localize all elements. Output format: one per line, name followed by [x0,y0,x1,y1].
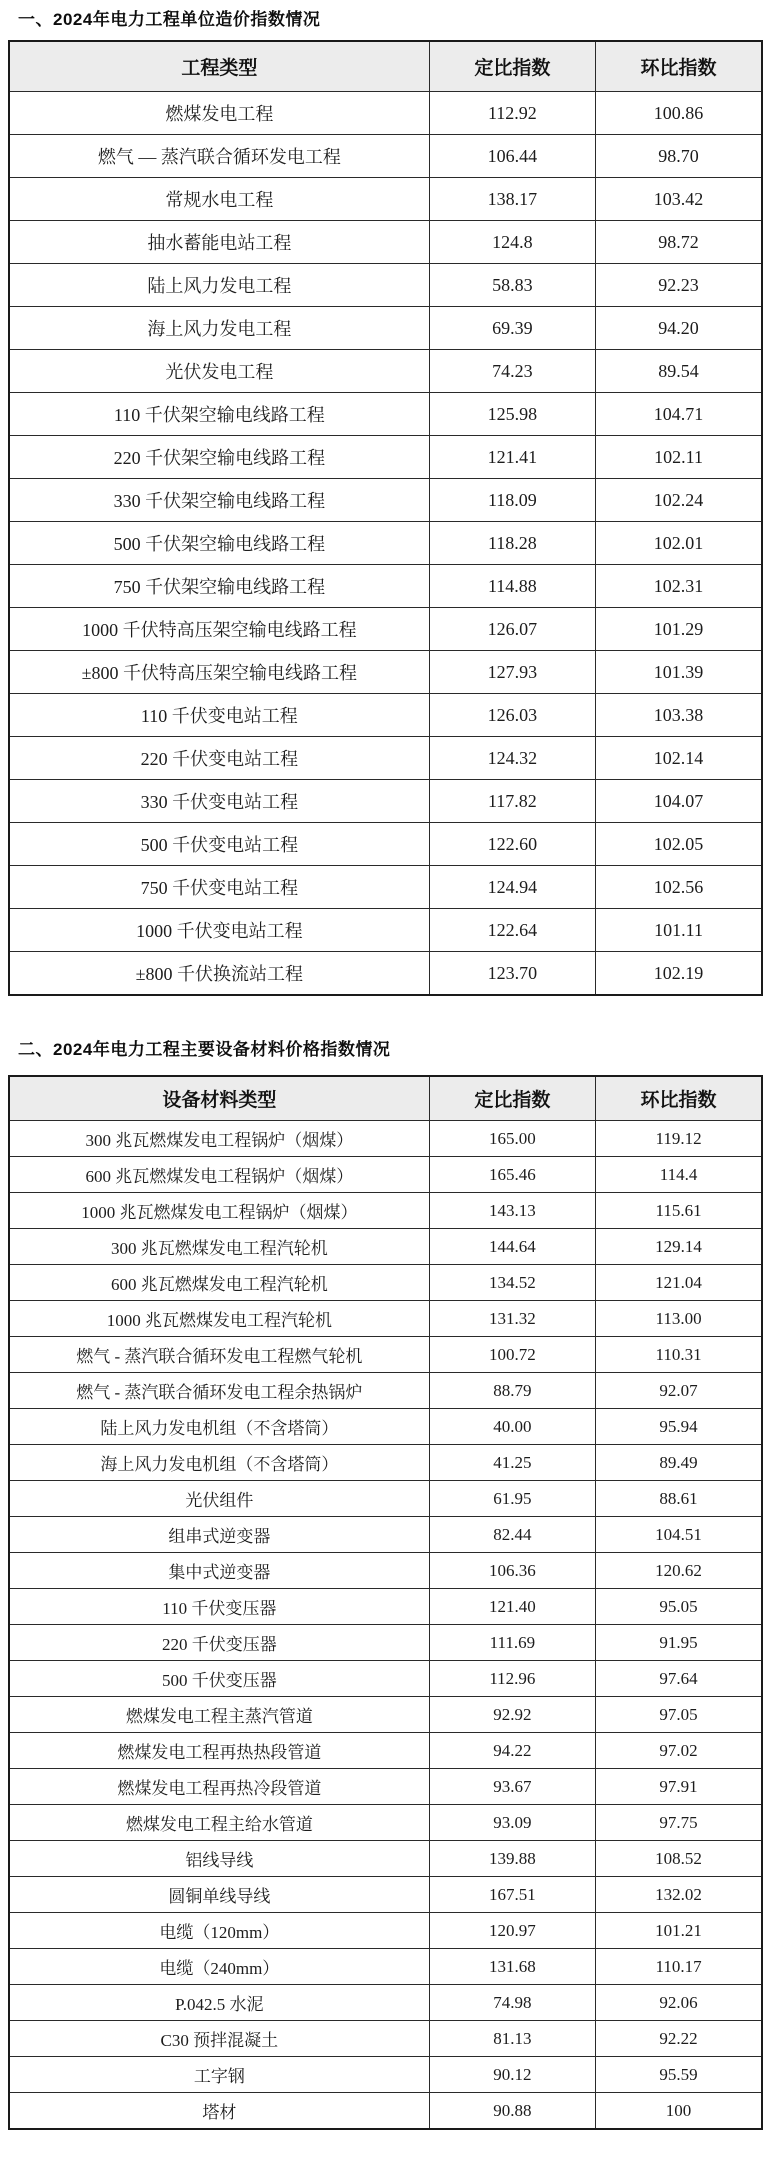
type-cell: 220 千伏变电站工程 [9,737,429,780]
fixed-base-index-cell: 118.28 [429,522,595,565]
chain-index-cell: 102.31 [596,565,762,608]
section-2-title: 二、2024年电力工程主要设备材料价格指数情况 [18,1040,391,1059]
type-cell: 1000 千伏特高压架空输电线路工程 [9,608,429,651]
type-cell: 海上风力发电工程 [9,307,429,350]
fixed-base-index-cell: 58.83 [429,264,595,307]
fixed-base-index-cell: 106.36 [429,1553,595,1589]
table-row [9,221,762,264]
type-cell: 燃煤发电工程再热热段管道 [9,1733,429,1769]
type-cell: 110 千伏变电站工程 [9,694,429,737]
fixed-base-index-cell: 131.32 [429,1301,595,1337]
fixed-base-index-cell: 127.93 [429,651,595,694]
fixed-base-index-cell: 82.44 [429,1517,595,1553]
type-cell: 集中式逆变器 [9,1553,429,1589]
fixed-base-index-cell: 123.70 [429,952,595,996]
fixed-base-index-cell: 121.40 [429,1589,595,1625]
type-cell: 燃气 - 蒸汽联合循环发电工程燃气轮机 [9,1337,429,1373]
type-cell: 陆上风力发电工程 [9,264,429,307]
table-row [9,823,762,866]
table-row [9,264,762,307]
table-row [9,2093,762,2130]
chain-index-cell: 119.12 [596,1121,762,1157]
header-project-type: 工程类型 [9,41,429,92]
chain-index-cell: 102.11 [596,436,762,479]
chain-index-cell: 102.05 [596,823,762,866]
chain-index-cell: 115.61 [596,1193,762,1229]
type-cell: 220 千伏架空输电线路工程 [9,436,429,479]
header-fixed-base-index: 定比指数 [429,1076,595,1121]
fixed-base-index-cell: 118.09 [429,479,595,522]
chain-index-cell: 104.07 [596,780,762,823]
type-cell: 燃煤发电工程主给水管道 [9,1805,429,1841]
table-row [9,1805,762,1841]
type-cell: 燃煤发电工程主蒸汽管道 [9,1697,429,1733]
type-cell: 110 千伏架空输电线路工程 [9,393,429,436]
fixed-base-index-cell: 125.98 [429,393,595,436]
chain-index-cell: 113.00 [596,1301,762,1337]
fixed-base-index-cell: 61.95 [429,1481,595,1517]
chain-index-cell: 101.39 [596,651,762,694]
type-cell: 600 兆瓦燃煤发电工程锅炉（烟煤） [9,1157,429,1193]
type-cell: 1000 兆瓦燃煤发电工程汽轮机 [9,1301,429,1337]
chain-index-cell: 129.14 [596,1229,762,1265]
type-cell: 燃气 — 蒸汽联合循环发电工程 [9,135,429,178]
fixed-base-index-cell: 138.17 [429,178,595,221]
fixed-base-index-cell: 139.88 [429,1841,595,1877]
section-1-title: 一、2024年电力工程单位造价指数情况 [18,10,321,29]
chain-index-cell: 88.61 [596,1481,762,1517]
equipment-material-price-index-table [8,1075,763,2130]
fixed-base-index-cell: 93.67 [429,1769,595,1805]
chain-index-cell: 102.01 [596,522,762,565]
fixed-base-index-cell: 111.69 [429,1625,595,1661]
chain-index-cell: 97.91 [596,1769,762,1805]
table-row [9,1697,762,1733]
type-cell: 330 千伏变电站工程 [9,780,429,823]
fixed-base-index-cell: 120.97 [429,1913,595,1949]
type-cell: 电缆（120mm） [9,1913,429,1949]
table-row [9,909,762,952]
fixed-base-index-cell: 40.00 [429,1409,595,1445]
type-cell: 300 兆瓦燃煤发电工程锅炉（烟煤） [9,1121,429,1157]
table-row [9,1913,762,1949]
table-row [9,1409,762,1445]
type-cell: 电缆（240mm） [9,1949,429,1985]
unit-cost-index-table [8,40,763,996]
type-cell: 海上风力发电机组（不含塔筒） [9,1445,429,1481]
table-row [9,350,762,393]
header-chain-index: 环比指数 [596,1076,762,1121]
chain-index-cell: 94.20 [596,307,762,350]
fixed-base-index-cell: 74.23 [429,350,595,393]
type-cell: P.042.5 水泥 [9,1985,429,2021]
chain-index-cell: 103.42 [596,178,762,221]
chain-index-cell: 97.75 [596,1805,762,1841]
table-row [9,307,762,350]
table-row [9,135,762,178]
chain-index-cell: 89.54 [596,350,762,393]
type-cell: 1000 兆瓦燃煤发电工程锅炉（烟煤） [9,1193,429,1229]
fixed-base-index-cell: 88.79 [429,1373,595,1409]
type-cell: 1000 千伏变电站工程 [9,909,429,952]
table-row [9,393,762,436]
type-cell: 工字钢 [9,2057,429,2093]
fixed-base-index-cell: 100.72 [429,1337,595,1373]
type-cell: 陆上风力发电机组（不含塔筒） [9,1409,429,1445]
fixed-base-index-cell: 126.03 [429,694,595,737]
table-row [9,1481,762,1517]
fixed-base-index-cell: 124.94 [429,866,595,909]
chain-index-cell: 102.19 [596,952,762,996]
type-cell: 500 千伏架空输电线路工程 [9,522,429,565]
fixed-base-index-cell: 94.22 [429,1733,595,1769]
table-row [9,178,762,221]
fixed-base-index-cell: 121.41 [429,436,595,479]
table-row [9,1877,762,1913]
table-row [9,952,762,996]
fixed-base-index-cell: 122.64 [429,909,595,952]
fixed-base-index-cell: 41.25 [429,1445,595,1481]
type-cell: 300 兆瓦燃煤发电工程汽轮机 [9,1229,429,1265]
type-cell: 抽水蓄能电站工程 [9,221,429,264]
chain-index-cell: 97.64 [596,1661,762,1697]
table-row [9,2021,762,2057]
table-row [9,1121,762,1157]
table-row [9,780,762,823]
chain-index-cell: 101.29 [596,608,762,651]
table-row [9,1841,762,1877]
table-row [9,694,762,737]
chain-index-cell: 95.05 [596,1589,762,1625]
fixed-base-index-cell: 90.88 [429,2093,595,2130]
table-row [9,1445,762,1481]
type-cell: 塔材 [9,2093,429,2130]
table-row [9,92,762,135]
chain-index-cell: 110.31 [596,1337,762,1373]
table-row [9,1373,762,1409]
chain-index-cell: 98.72 [596,221,762,264]
chain-index-cell: 102.14 [596,737,762,780]
table-row [9,1985,762,2021]
chain-index-cell: 101.11 [596,909,762,952]
type-cell: 光伏组件 [9,1481,429,1517]
chain-index-cell: 100.86 [596,92,762,135]
chain-index-cell: 103.38 [596,694,762,737]
table-row [9,1661,762,1697]
type-cell: 燃煤发电工程 [9,92,429,135]
type-cell: 组串式逆变器 [9,1517,429,1553]
table-row [9,1229,762,1265]
type-cell: 燃煤发电工程再热冷段管道 [9,1769,429,1805]
table-row [9,1769,762,1805]
fixed-base-index-cell: 126.07 [429,608,595,651]
chain-index-cell: 110.17 [596,1949,762,1985]
type-cell: 500 千伏变电站工程 [9,823,429,866]
chain-index-cell: 97.05 [596,1697,762,1733]
header-fixed-base-index: 定比指数 [429,41,595,92]
table-row [9,1589,762,1625]
type-cell: 110 千伏变压器 [9,1589,429,1625]
type-cell: ±800 千伏特高压架空输电线路工程 [9,651,429,694]
type-cell: 750 千伏架空输电线路工程 [9,565,429,608]
table-row [9,1193,762,1229]
chain-index-cell: 108.52 [596,1841,762,1877]
fixed-base-index-cell: 106.44 [429,135,595,178]
type-cell: 圆铜单线导线 [9,1877,429,1913]
fixed-base-index-cell: 122.60 [429,823,595,866]
chain-index-cell: 120.62 [596,1553,762,1589]
type-cell: C30 预拌混凝土 [9,2021,429,2057]
chain-index-cell: 100 [596,2093,762,2130]
chain-index-cell: 104.51 [596,1517,762,1553]
chain-index-cell: 92.07 [596,1373,762,1409]
table-row [9,1625,762,1661]
chain-index-cell: 121.04 [596,1265,762,1301]
table-row [9,1733,762,1769]
type-cell: 600 兆瓦燃煤发电工程汽轮机 [9,1265,429,1301]
chain-index-cell: 95.59 [596,2057,762,2093]
chain-index-cell: 98.70 [596,135,762,178]
fixed-base-index-cell: 74.98 [429,1985,595,2021]
type-cell: 750 千伏变电站工程 [9,866,429,909]
fixed-base-index-cell: 90.12 [429,2057,595,2093]
fixed-base-index-cell: 112.92 [429,92,595,135]
type-cell: 330 千伏架空输电线路工程 [9,479,429,522]
fixed-base-index-cell: 143.13 [429,1193,595,1229]
fixed-base-index-cell: 124.8 [429,221,595,264]
fixed-base-index-cell: 144.64 [429,1229,595,1265]
chain-index-cell: 102.24 [596,479,762,522]
table-row [9,651,762,694]
type-cell: ±800 千伏换流站工程 [9,952,429,996]
table-header-row [9,1076,762,1121]
fixed-base-index-cell: 165.00 [429,1121,595,1157]
header-equipment-material-type: 设备材料类型 [9,1076,429,1121]
fixed-base-index-cell: 131.68 [429,1949,595,1985]
chain-index-cell: 97.02 [596,1733,762,1769]
fixed-base-index-cell: 124.32 [429,737,595,780]
chain-index-cell: 95.94 [596,1409,762,1445]
chain-index-cell: 102.56 [596,866,762,909]
fixed-base-index-cell: 165.46 [429,1157,595,1193]
type-cell: 220 千伏变压器 [9,1625,429,1661]
chain-index-cell: 114.4 [596,1157,762,1193]
chain-index-cell: 132.02 [596,1877,762,1913]
chain-index-cell: 91.95 [596,1625,762,1661]
table-row [9,1553,762,1589]
chain-index-cell: 92.22 [596,2021,762,2057]
table-row [9,1157,762,1193]
fixed-base-index-cell: 114.88 [429,565,595,608]
table-row [9,436,762,479]
fixed-base-index-cell: 117.82 [429,780,595,823]
type-cell: 光伏发电工程 [9,350,429,393]
fixed-base-index-cell: 112.96 [429,1661,595,1697]
fixed-base-index-cell: 81.13 [429,2021,595,2057]
type-cell: 500 千伏变压器 [9,1661,429,1697]
table-row [9,2057,762,2093]
fixed-base-index-cell: 167.51 [429,1877,595,1913]
table-row [9,522,762,565]
header-chain-index: 环比指数 [596,41,762,92]
table-row [9,866,762,909]
table-row [9,479,762,522]
type-cell: 常规水电工程 [9,178,429,221]
table-row [9,608,762,651]
chain-index-cell: 92.06 [596,1985,762,2021]
type-cell: 燃气 - 蒸汽联合循环发电工程余热锅炉 [9,1373,429,1409]
table-row [9,565,762,608]
table-row [9,1265,762,1301]
chain-index-cell: 92.23 [596,264,762,307]
chain-index-cell: 89.49 [596,1445,762,1481]
type-cell: 铝线导线 [9,1841,429,1877]
fixed-base-index-cell: 92.92 [429,1697,595,1733]
table-row [9,1517,762,1553]
table-row [9,1337,762,1373]
table-row [9,1301,762,1337]
table-header-row [9,41,762,92]
chain-index-cell: 104.71 [596,393,762,436]
fixed-base-index-cell: 93.09 [429,1805,595,1841]
table-row [9,1949,762,1985]
table-row [9,737,762,780]
chain-index-cell: 101.21 [596,1913,762,1949]
fixed-base-index-cell: 69.39 [429,307,595,350]
fixed-base-index-cell: 134.52 [429,1265,595,1301]
